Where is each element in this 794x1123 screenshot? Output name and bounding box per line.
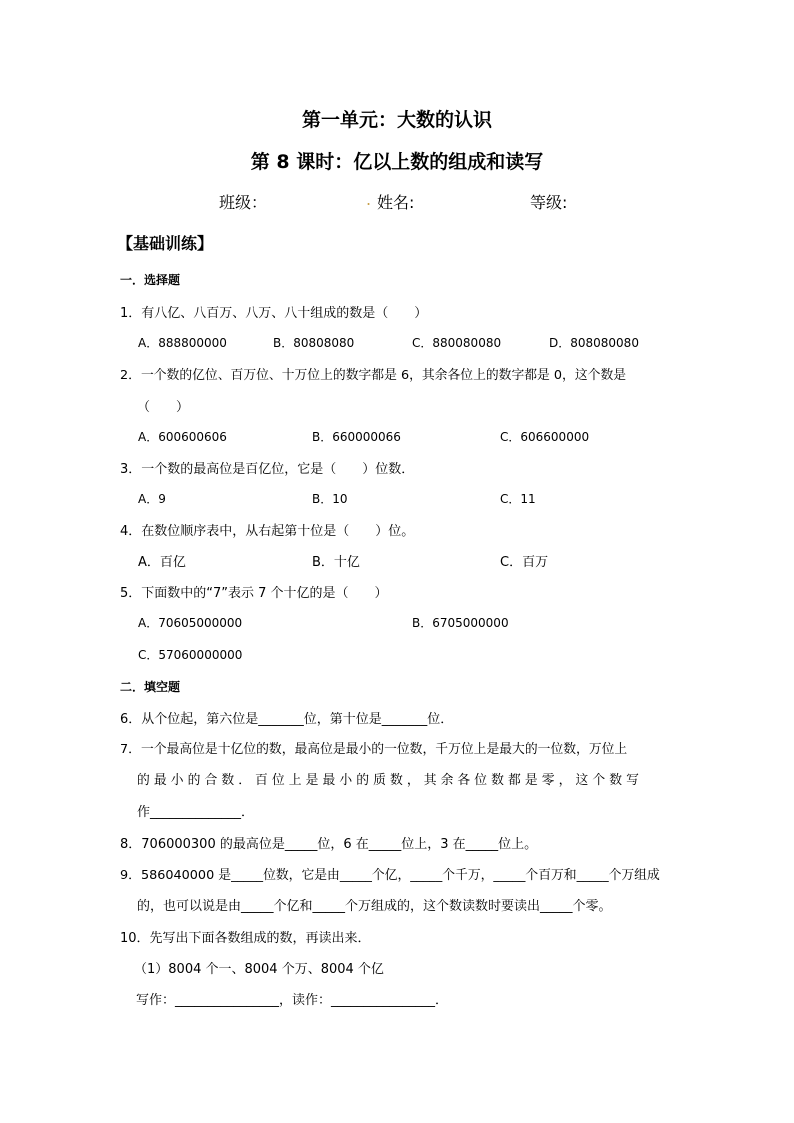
question-6: 6．从个位起，第六位是_______位，第十位是_______位． xyxy=(120,712,454,727)
q4-option-a[interactable]: A．百亿 xyxy=(138,555,186,570)
class-label: 班级： xyxy=(219,193,268,212)
grade-label: 等级: xyxy=(530,193,568,212)
q10-item-1: （1）8004 个一、8004 个万、8004 个亿 xyxy=(134,962,384,977)
question-9-line2: 的，也可以说是由_____个亿和_____个万组成的，这个数读数时要读出_____个零。 xyxy=(137,899,612,914)
question-8: 8．706000300 的最高位是_____位，6 在_____位上，3 在_____位上。 xyxy=(120,837,538,852)
q4-option-c[interactable]: C．百万 xyxy=(500,555,549,570)
q10-answer-line[interactable]: 写作：________________，读作：________________． xyxy=(136,993,449,1008)
question-2-line2: （ ） xyxy=(137,400,190,415)
part2-title: 二．填空题 xyxy=(120,680,181,694)
q3-option-c[interactable]: C．11 xyxy=(500,492,536,506)
q1-option-c[interactable]: C．880080080 xyxy=(412,336,502,350)
q5-option-b[interactable]: B．6705000000 xyxy=(412,616,509,630)
q3-option-b[interactable]: B．10 xyxy=(312,492,348,506)
question-3: 3．一个数的最高位是百亿位，它是（ ）位数． xyxy=(120,462,415,477)
q2-option-a[interactable]: A．600600606 xyxy=(138,430,227,444)
question-1: 1．有八亿、八百万、八万、八十组成的数是（ ） xyxy=(120,306,428,321)
page-title: 第一单元：大数的认识 xyxy=(301,109,492,131)
q2-option-c[interactable]: C．606600000 xyxy=(500,430,590,444)
q5-option-a[interactable]: A．70605000000 xyxy=(138,616,243,630)
question-7-line1: 7．一个最高位是十亿位的数，最高位是最小的一位数，千万位上是最大的一位数，万位上 xyxy=(120,742,628,757)
name-label: 姓名: xyxy=(377,193,415,212)
q1-option-d[interactable]: D．808080080 xyxy=(549,336,639,350)
question-7-line3: 作______________． xyxy=(137,805,255,820)
q1-option-b[interactable]: B．80808080 xyxy=(273,336,355,350)
question-5: 5．下面数中的“7”表示 7 个十亿的是（ ） xyxy=(120,586,388,601)
question-9-line1: 9．586040000 是_____位数，它是由_____个亿，_____个千万，_____个百万和_____个万组成 xyxy=(120,868,660,883)
q2-option-b[interactable]: B．660000066 xyxy=(312,430,401,444)
q3-option-a[interactable]: A．9 xyxy=(138,492,166,506)
q1-option-a[interactable]: A．888800000 xyxy=(138,336,227,350)
lesson-subtitle: 第 8 课时：亿以上数的组成和读写 xyxy=(250,151,544,173)
question-4: 4．在数位顺序表中，从右起第十位是（ ）位。 xyxy=(120,524,415,539)
section-title: 【基础训练】 xyxy=(117,234,214,253)
part1-title: 一．选择题 xyxy=(120,273,181,287)
separator-dot: . xyxy=(366,190,372,209)
question-7-line2: 的 最 小 的 合 数 ． 百 位 上 是 最 小 的 质 数 ， 其 余 各 位 数 都 是 零 ， 这 个 数 写 xyxy=(137,773,639,788)
q5-option-c[interactable]: C．57060000000 xyxy=(138,648,243,662)
question-10: 10．先写出下面各数组成的数，再读出来． xyxy=(120,931,371,946)
question-2-line1: 2．一个数的亿位、百万位、十万位上的数字都是 6，其余各位上的数字都是 0，这个数是 xyxy=(120,368,627,383)
q4-option-b[interactable]: B．十亿 xyxy=(312,555,360,570)
